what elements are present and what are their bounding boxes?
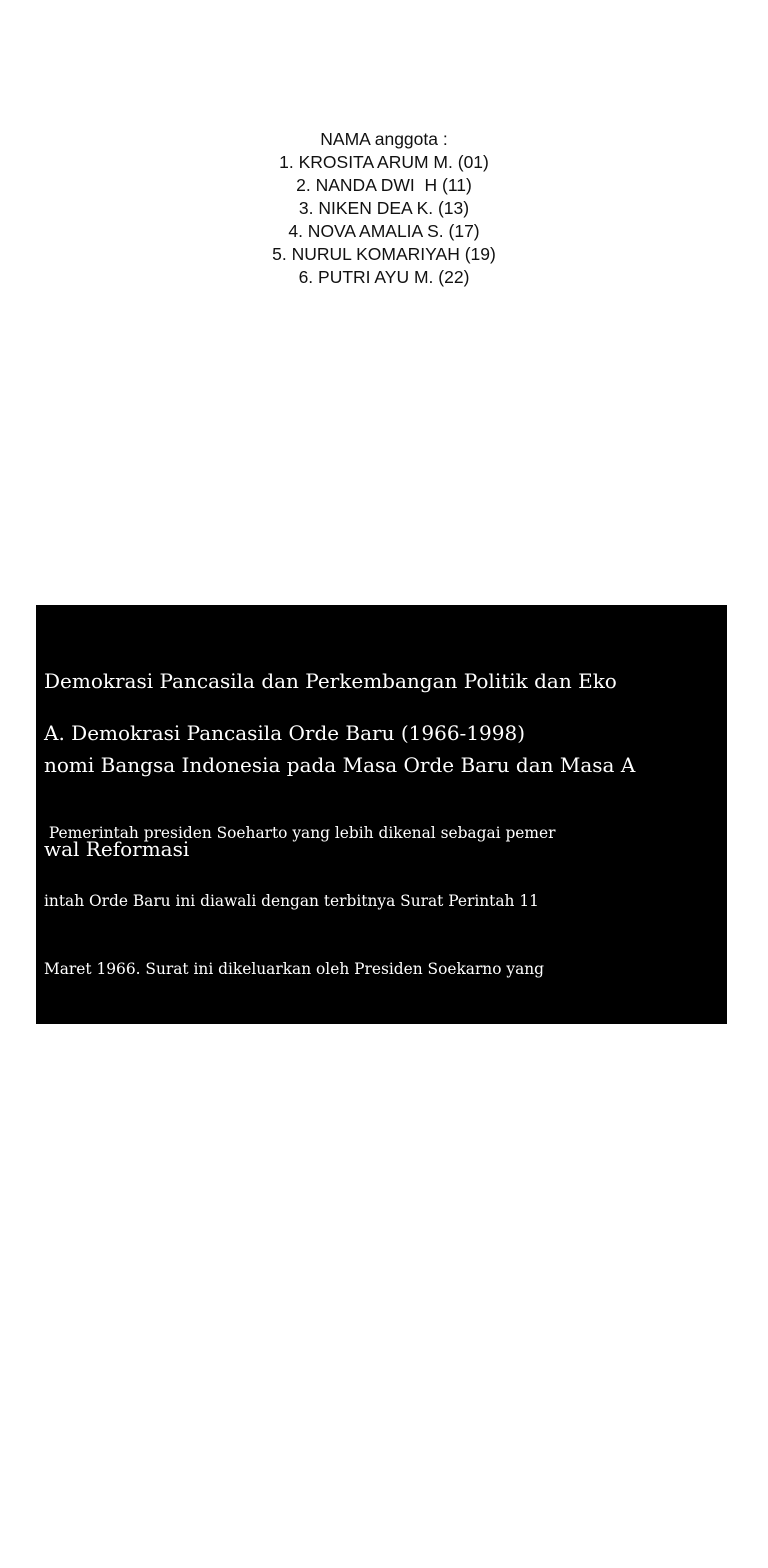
body-line: n sederetan catatan keberhasilan demokrasi masa Orde Baru.	[44, 1502, 534, 1520]
slide-title-line: nomi Bangsa Indonesia pada Masa Orde Baru dan Masa A	[44, 753, 636, 777]
member-item: 4. NOVA AMALIA S. (17)	[288, 221, 480, 241]
member-item: 6. PUTRI AYU M. (22)	[298, 267, 470, 287]
member-item: 3. NIKEN DEA K. (13)	[298, 198, 470, 218]
member-list-heading: NAMA anggota :	[320, 129, 448, 149]
body-line: an pemilu pada 1971, 1977, 1982, 1987, 1992, dan 1997 merupaka	[44, 1434, 571, 1453]
body-line: 65 yang didalangi PKI. Pembangunan di segala bidang yang diren	[44, 1230, 559, 1249]
body-line: memerintahkan kepada Letnan Jendral Soeharto ketika itu untuk	[44, 1027, 555, 1046]
body-line: canakan secara bertahap dirumuskan melalui Rencana Pembangunan	[44, 1298, 590, 1317]
body-paragraph	[44, 777, 724, 1568]
body-line: Lima Tahun (Repelita). Selain itu, keberhasilan menyelenggarak	[44, 1366, 548, 1385]
body-line: i yang tidak kondusif akibat peristiwa Gerakan 30 September 19	[44, 1163, 550, 1182]
body-line: intah Orde Baru ini diawali dengan terbitnya Surat Perintah 11	[44, 891, 539, 910]
body-line: Pemerintah presiden Soeharto yang lebih dikenal sebagai pemer	[44, 824, 556, 843]
slide-title-line: wal Reformasi	[44, 837, 190, 861]
member-item: 5. NURUL KOMARIYAH (19)	[272, 244, 496, 264]
slide-text-panel	[36, 605, 727, 1520]
slide-title-line: Demokrasi Pancasila dan Perkembangan Politik dan Eko	[44, 669, 617, 693]
member-list	[0, 128, 768, 289]
member-item: 1. KROSITA ARUM M. (01)	[279, 152, 489, 172]
section-heading: A. Demokrasi Pancasila Orde Baru (1966-1998)	[44, 721, 526, 745]
body-line: Maret 1966. Surat ini dikeluarkan oleh Presiden Soekarno yang	[44, 959, 545, 978]
member-item: 2. NANDA DWI H (11)	[296, 175, 472, 195]
body-line: mengatasi keamanan negara yang sedang dalam situasi dan kondis	[44, 1095, 572, 1114]
